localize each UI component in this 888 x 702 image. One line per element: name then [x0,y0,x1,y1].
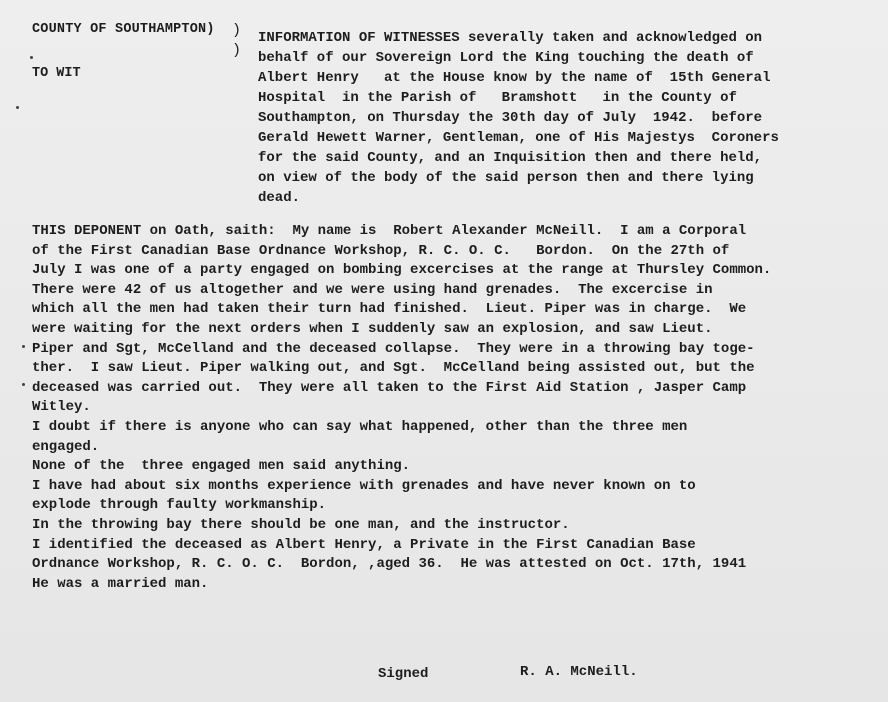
paper-speck [16,106,19,109]
county-heading: COUNTY OF SOUTHAMPTON) [32,22,215,37]
information-paragraph: INFORMATION OF WITNESSES severally taken and acknowledged on behalf of our Sovereign Lord the King touching the death of Albert Henry at the House know by the name of 15th General Hospital in the Parish of Bramshott in the County of Southampton, on Thursday the 30th day of July 1942. before Gerald Hewett Warner, Gentleman, one of His Majestys Coroners for the said County, and an Inquisition then and there held, on view of the body of the said person then and there lying dead. [258,30,779,206]
brace-mark: ) [232,22,242,39]
paper-speck [22,383,25,386]
signature-name: R. A. McNeill. [520,664,638,680]
to-wit-label: TO WIT [32,66,81,81]
paper-speck [30,56,33,59]
brace-mark: ) [232,42,242,59]
paper-speck [22,345,25,348]
deposition-text: THIS DEPONENT on Oath, saith: My name is Robert Alexander McNeill. I am a Corporal of the First Canadian Base Ordnance Workshop, R. C. O. C. Bordon. On the 27th of July I was one of a party engaged on bombing excercises at the range at Thursley Common. There were 42 of us altogether and we were using hand grenades. The excercise in which all the men had taken their turn had finished. Lieut. Piper was in charge. We were waiting for the next orders when I suddenly saw an explosion, and saw Lieut. Piper and Sgt, McCelland and the deceased collapse. They were in a throwing bay toge- ther. I saw Lieut. Piper walking out, and Sgt. McCelland being assisted out, but the deceased was carried out. They were all taken to the First Aid Station , Jasper Camp Witley. I doubt if there is anyone who can say what happened, other than the three men engaged. None of the three engaged men said anything. I have had about six months experience with grenades and have never known on to explode through faulty workmanship. In the throwing bay there should be one man, and the instructor. I identified the deceased as Albert Henry, a Private in the First Canadian Base Ordnance Workshop, R. C. O. C. Bordon, ,aged 36. He was attested on Oct. 17th, 1941 He was a married man. [32,223,772,592]
signed-label: Signed [378,666,429,682]
